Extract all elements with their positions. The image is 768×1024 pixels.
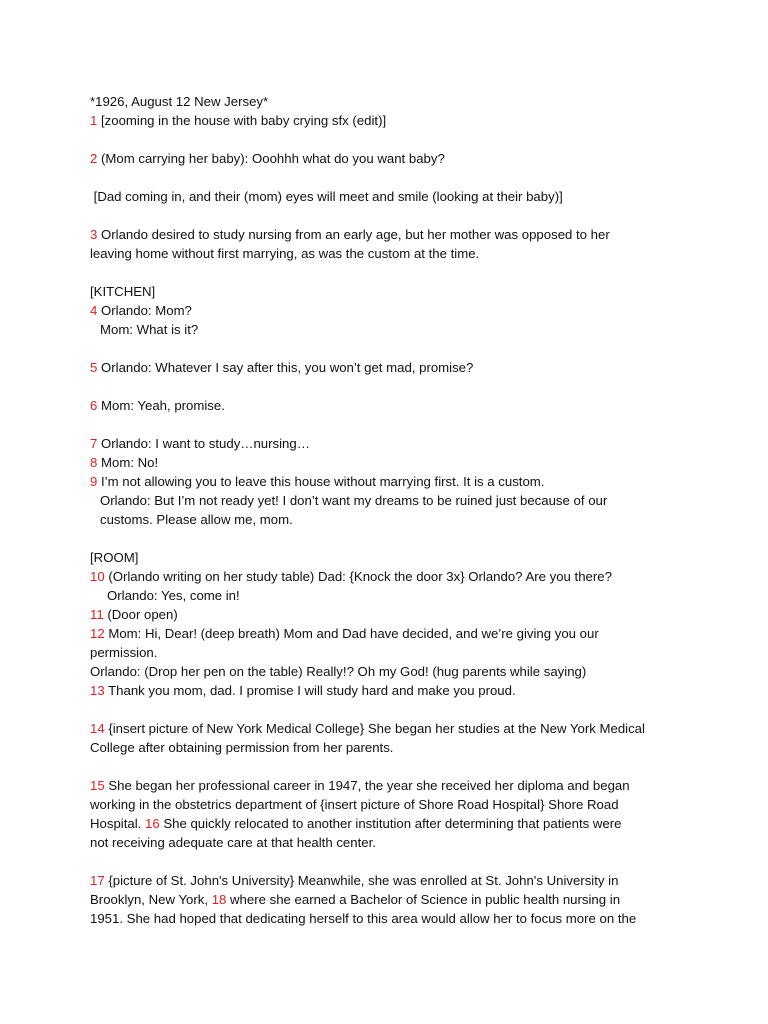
blank-line <box>90 339 690 358</box>
script-line <box>90 244 690 263</box>
line-text: not receiving adequate care at that health center. <box>90 835 376 850</box>
script-line <box>90 605 690 624</box>
line-text: Orlando: (Drop her pen on the table) Really!? Oh my God! (hug parents while saying) <box>90 664 587 679</box>
line-text: permission. <box>90 645 158 660</box>
script-line <box>90 282 690 301</box>
script-document <box>90 92 690 928</box>
scene-number: 10 <box>90 569 105 584</box>
script-line <box>90 548 690 567</box>
line-text: Orlando: Whatever I say after this, you won’t get mad, promise? <box>97 360 474 375</box>
script-line <box>90 719 690 738</box>
line-text: Brooklyn, New York, <box>90 892 212 907</box>
script-line <box>90 681 690 700</box>
line-text: Mom: No! <box>97 455 159 470</box>
scene-number: 13 <box>90 683 105 698</box>
scene-number: 5 <box>90 360 98 375</box>
line-text: Mom: Yeah, promise. <box>97 398 225 413</box>
line-text: customs. Please allow me, mom. <box>100 512 293 527</box>
line-text: [ROOM] <box>90 550 139 565</box>
line-text: College after obtaining permission from her parents. <box>90 740 394 755</box>
script-line <box>90 586 690 605</box>
scene-number: 6 <box>90 398 98 413</box>
scene-number: 9 <box>90 474 98 489</box>
line-text: Mom: Hi, Dear! (deep breath) Mom and Dad have decided, and we’re giving you our <box>104 626 599 641</box>
line-text: working in the obstetrics department of {insert picture of Shore Road Hospital} Shore Road <box>90 797 619 812</box>
scene-number: 14 <box>90 721 105 736</box>
line-text: [Dad coming in, and their (mom) eyes will meet and smile (looking at their baby)] <box>90 189 563 204</box>
line-text: (Mom carrying her baby): Ooohhh what do you want baby? <box>97 151 445 166</box>
script-line <box>90 510 690 529</box>
line-text: Orlando: Yes, come in! <box>107 588 240 603</box>
line-text: (Orlando writing on her study table) Dad: {Knock the door 3x} Orlando? Are you there? <box>104 569 612 584</box>
script-line <box>90 662 690 681</box>
script-line <box>90 643 690 662</box>
line-text: {picture of St. John's University} Meanwhile, she was enrolled at St. John's University in <box>104 873 619 888</box>
line-text: {insert picture of New York Medical College} She began her studies at the New York Medical <box>104 721 645 736</box>
scene-number: 12 <box>90 626 105 641</box>
blank-line <box>90 168 690 187</box>
line-text: (Door open) <box>103 607 178 622</box>
script-line <box>90 890 690 909</box>
scene-number: 7 <box>90 436 98 451</box>
script-line <box>90 795 690 814</box>
line-text: [KITCHEN] <box>90 284 156 299</box>
line-text: where she earned a Bachelor of Science in public health nursing in <box>226 892 621 907</box>
scene-number: 8 <box>90 455 98 470</box>
line-text: leaving home without first marrying, as was the custom at the time. <box>90 246 480 261</box>
scene-number: 2 <box>90 151 98 166</box>
scene-number: 17 <box>90 873 105 888</box>
blank-line <box>90 377 690 396</box>
blank-line <box>90 757 690 776</box>
line-text: Hospital. <box>90 816 145 831</box>
line-text: I’m not allowing you to leave this house without marrying first. It is a custom. <box>97 474 545 489</box>
script-line <box>90 871 690 890</box>
scene-number: 3 <box>90 227 98 242</box>
script-line <box>90 434 690 453</box>
line-text: She quickly relocated to another institution after determining that patients were <box>159 816 622 831</box>
line-text: 1951. She had hoped that dedicating herself to this area would allow her to focus more on the <box>90 911 637 926</box>
line-text: She began her professional career in 1947, the year she received her diploma and began <box>104 778 630 793</box>
script-line <box>90 814 690 833</box>
script-line <box>90 491 690 510</box>
script-line <box>90 624 690 643</box>
script-line <box>90 225 690 244</box>
blank-line <box>90 529 690 548</box>
blank-line <box>90 700 690 719</box>
scene-number: 18 <box>211 892 227 907</box>
script-line <box>90 567 690 586</box>
blank-line <box>90 852 690 871</box>
scene-number: 16 <box>144 816 160 831</box>
line-text: Orlando: But I’m not ready yet! I don’t want my dreams to be ruined just because of our <box>100 493 608 508</box>
line-text: Orlando: I want to study…nursing… <box>97 436 310 451</box>
scene-number: 15 <box>90 778 105 793</box>
blank-line <box>90 130 690 149</box>
script-line <box>90 149 690 168</box>
script-line <box>90 776 690 795</box>
scene-number: 11 <box>90 607 104 622</box>
script-line <box>90 909 690 928</box>
script-line <box>90 833 690 852</box>
scene-number: 1 <box>90 113 98 128</box>
blank-line <box>90 263 690 282</box>
blank-line <box>90 206 690 225</box>
script-line <box>90 301 690 320</box>
line-text: Mom: What is it? <box>100 322 199 337</box>
line-text: Orlando: Mom? <box>97 303 192 318</box>
script-line <box>90 396 690 415</box>
blank-line <box>90 415 690 434</box>
script-line <box>90 320 690 339</box>
script-line <box>90 187 690 206</box>
script-line <box>90 472 690 491</box>
line-text: *1926, August 12 New Jersey* <box>90 94 269 109</box>
script-line <box>90 111 690 130</box>
line-text: Orlando desired to study nursing from an early age, but her mother was opposed to her <box>97 227 610 242</box>
line-text: Thank you mom, dad. I promise I will study hard and make you proud. <box>104 683 516 698</box>
script-line <box>90 92 690 111</box>
scene-number: 4 <box>90 303 98 318</box>
script-line <box>90 453 690 472</box>
script-line <box>90 358 690 377</box>
script-line <box>90 738 690 757</box>
line-text: [zooming in the house with baby crying sfx (edit)] <box>97 113 387 128</box>
